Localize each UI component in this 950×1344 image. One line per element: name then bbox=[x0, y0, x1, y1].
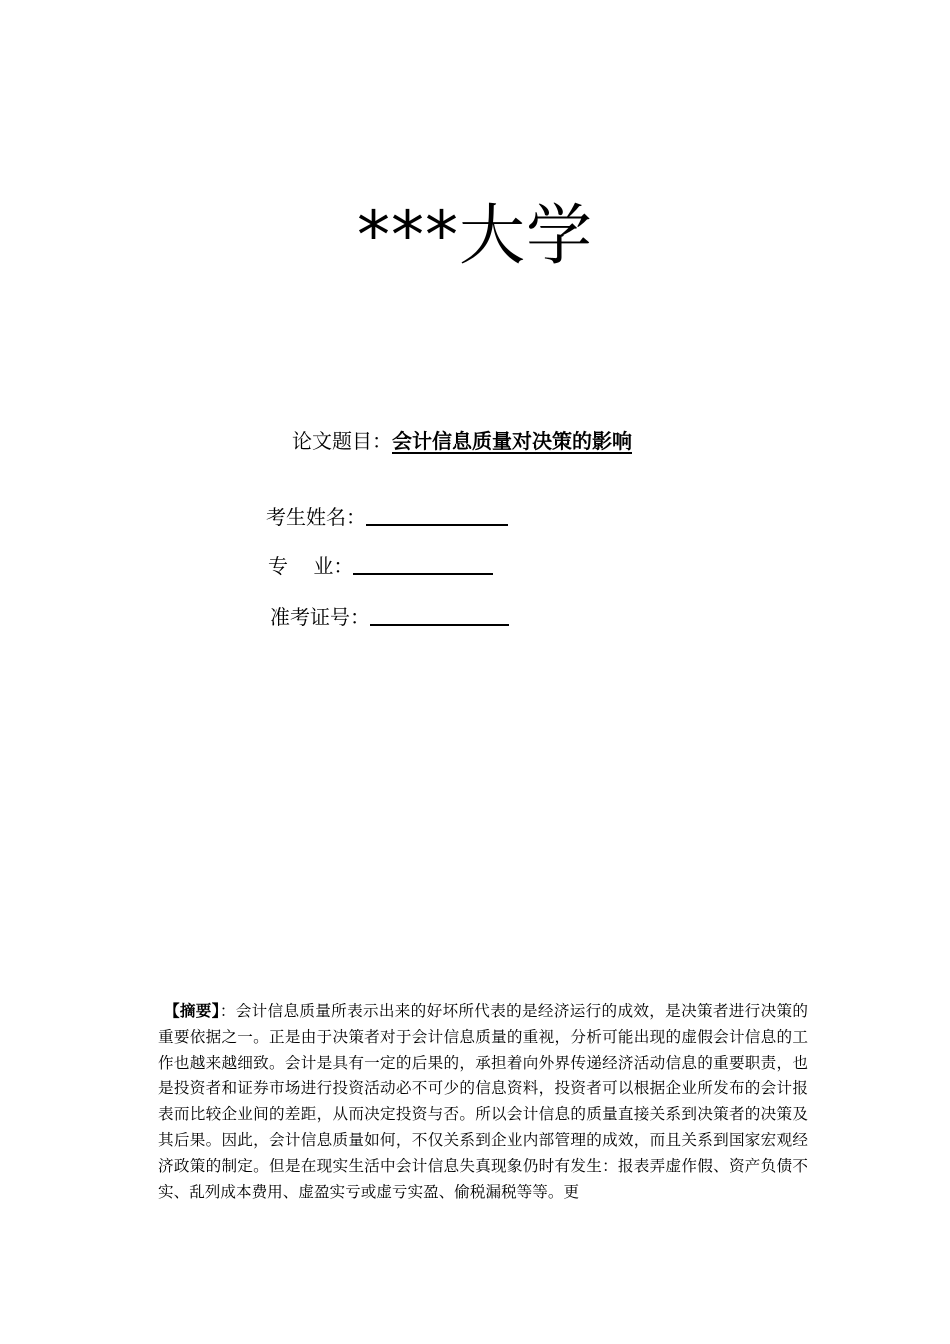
exam-id-label: 准考证号： bbox=[270, 605, 370, 629]
abstract-label: 【摘要】 bbox=[164, 1001, 220, 1020]
student-name-field bbox=[266, 502, 508, 532]
major-field bbox=[268, 551, 493, 581]
major-label: 专 业： bbox=[268, 554, 354, 578]
student-name-blank bbox=[366, 502, 508, 526]
major-blank bbox=[353, 551, 493, 575]
exam-id-field bbox=[270, 602, 509, 632]
abstract-text: ：会计信息质量所表示出来的好坏所代表的是经济运行的成效，是决策者进行决策的重要依据之一。正是由于决策者对于会计信息质量的重视，分析可能出现的虚假会计信息的工作也越来越细致。会计是具有一定的后果的，承担着向外界传递经济活动信息的重要职责，也是投资者和证券市场进行投资活动必不可少的信息资料，投资者可以根据企业所发布的会计报表而比较企业间的差距，从而决定投资与否。所以会计信息的质量直接关系到决策者的决策及其后果。因此，会计信息质量如何，不仅关系到企业内部管理的成效，而且关系到国家宏观经济政策的制定。但是在现实生活中会计信息失真现象仍时有发生：报表弄虚作假、资产负债不实、乱列成本费用、虚盈实亏或虚亏实盈、偷税漏税等等。更 bbox=[158, 1002, 808, 1201]
university-title: ***大学 bbox=[357, 197, 593, 274]
thesis-title-label: 论文题目： bbox=[292, 429, 392, 453]
abstract-paragraph bbox=[158, 998, 808, 1205]
thesis-title-line bbox=[292, 426, 632, 456]
thesis-topic: 会计信息质量对决策的影响 bbox=[392, 429, 632, 453]
exam-id-blank bbox=[370, 602, 509, 626]
student-name-label: 考生姓名： bbox=[266, 505, 366, 529]
